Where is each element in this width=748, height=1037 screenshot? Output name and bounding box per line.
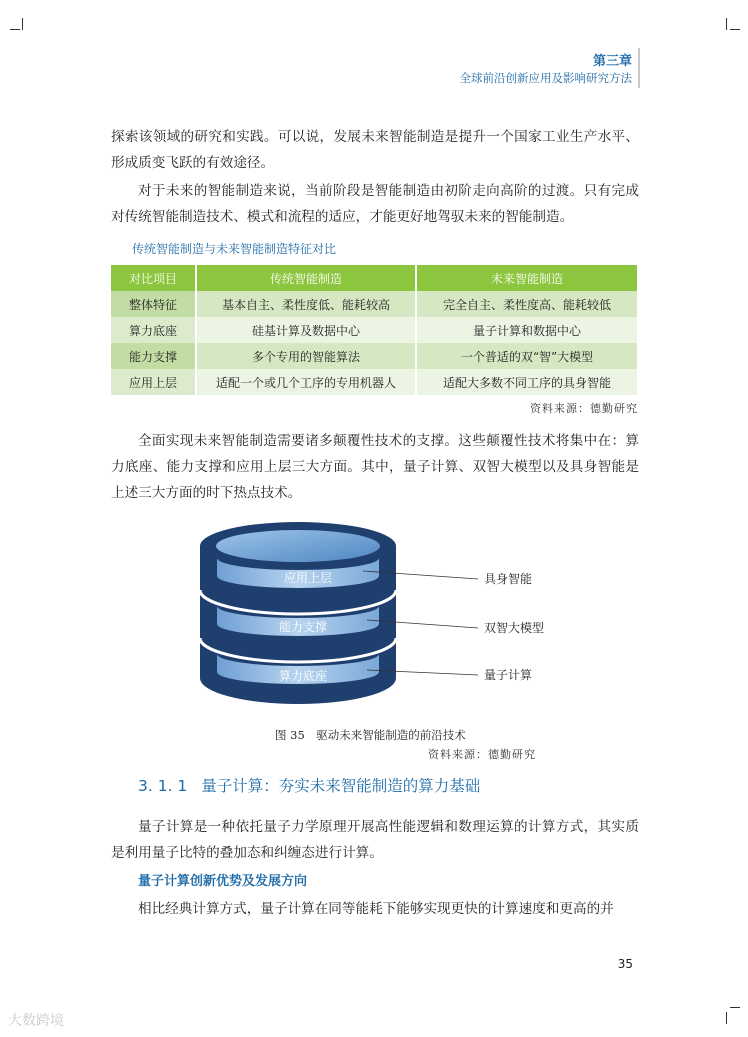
table-header-cell: 对比项目	[111, 265, 196, 291]
watermark: 大数跨境	[8, 1013, 64, 1029]
callout-label: 双智大模型	[484, 621, 545, 635]
crop-mark	[726, 1012, 727, 1024]
table-header-row	[111, 265, 638, 291]
header-divider	[638, 48, 640, 88]
section-title: 量子计算：夯实未来智能制造的算力基础	[201, 777, 481, 795]
table-title: 传统智能制造与未来智能制造特征对比	[132, 242, 337, 256]
table-cell: 能力支撑	[111, 343, 196, 369]
chapter-subtitle: 全球前沿创新应用及影响研究方法	[459, 71, 632, 85]
table-cell: 多个专用的智能算法	[196, 343, 416, 369]
crop-mark	[730, 29, 740, 30]
table-cell: 完全自主、柔性度高、能耗较低	[416, 291, 638, 317]
crop-mark	[10, 29, 20, 30]
table-cell: 基本自主、柔性度低、能耗较高	[196, 291, 416, 317]
table-cell: 硅基计算及数据中心	[196, 317, 416, 343]
tech-stack-diagram	[195, 518, 555, 718]
figure-caption: 图 35 驱动未来智能制造的前沿技术	[275, 728, 466, 742]
table-header-cell: 传统智能制造	[196, 265, 416, 291]
table-cell: 适配一个或几个工序的专用机器人	[196, 369, 416, 395]
table-row	[111, 369, 638, 395]
crop-mark	[730, 1007, 740, 1008]
paragraph-1: 探索该领域的研究和实践。可以说，发展未来智能制造是提升一个国家工业生产水平、形成质变飞跃的有效途径。	[111, 129, 639, 171]
layer-label: 能力支撑	[278, 620, 328, 634]
layer-label: 应用上层	[283, 571, 333, 585]
crop-mark	[726, 18, 727, 30]
table-cell: 一个普适的双“智”大模型	[416, 343, 638, 369]
table-cell: 整体特征	[111, 291, 196, 317]
table-cell: 适配大多数不同工序的具身智能	[416, 369, 638, 395]
paragraph-2: 对于未来的智能制造来说，当前阶段是智能制造由初阶走向高阶的过渡。只有完成对传统智能制造技术、模式和流程的适应，才能更好地驾驭未来的智能制造。	[111, 183, 639, 225]
page-number: 35	[617, 957, 633, 971]
section-number: 3. 1. 1	[138, 777, 188, 795]
layer-label: 算力底座	[278, 669, 328, 683]
comparison-table	[111, 265, 639, 395]
chapter-title: 第三章	[592, 54, 632, 69]
table-row	[111, 291, 638, 317]
table-cell: 算力底座	[111, 317, 196, 343]
table-row	[111, 343, 638, 369]
crop-mark	[22, 18, 23, 30]
table-cell: 量子计算和数据中心	[416, 317, 638, 343]
table-row	[111, 317, 638, 343]
callout-label: 量子计算	[484, 668, 533, 682]
paragraph-5: 相比经典计算方式，量子计算在同等能耗下能够实现更快的计算速度和更高的并	[138, 901, 614, 917]
table-header-cell: 未来智能制造	[416, 265, 638, 291]
section-heading	[138, 774, 480, 796]
table-cell: 应用上层	[111, 369, 196, 395]
table-source: 资料来源：德勤研究	[530, 402, 638, 415]
callout-label: 具身智能	[484, 572, 533, 586]
subheading: 量子计算创新优势及发展方向	[138, 874, 308, 889]
cylinder-top-face	[216, 530, 380, 562]
paragraph-3: 全面实现未来智能制造需要诸多颠覆性技术的支撑。这些颠覆性技术将集中在：算力底座、能力支撑和应用上层三大方面。其中，量子计算、双智大模型以及具身智能是上述三大方面的时下热点技术。	[111, 433, 639, 501]
paragraph-4: 量子计算是一种依托量子力学原理开展高性能逻辑和数理运算的计算方式，其实质是利用量子比特的叠加态和纠缠态进行计算。	[111, 819, 639, 861]
figure-source: 资料来源：德勤研究	[428, 748, 536, 761]
